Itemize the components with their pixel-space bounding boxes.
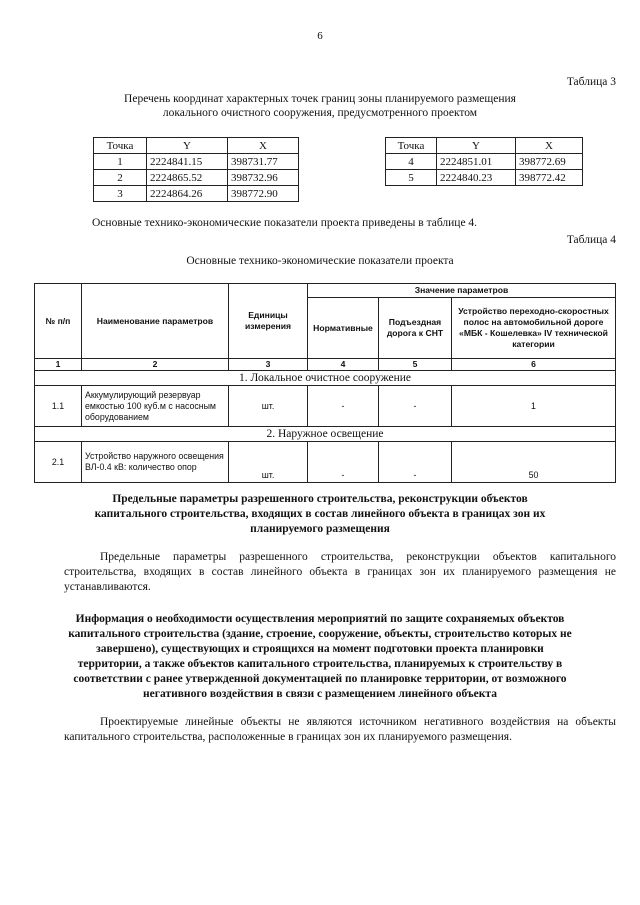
section-title: 2. Наружное освещение — [35, 427, 616, 442]
table3-caption-line1: Перечень координат характерных точек границ зоны планируемого размещения — [124, 93, 516, 105]
cell-y: 2224865.52 — [147, 170, 228, 186]
col-y: Y — [147, 138, 228, 154]
coords-header-row — [386, 138, 583, 154]
header-units: Единицы измерения — [229, 284, 308, 359]
col-number: 3 — [229, 359, 308, 371]
info-heading: Информация о необходимости осуществления мероприятий по защите сохраняемых объектов капитального строительства (здание, строение, сооружение, объекты, строительство которых не завершено), существующих и строящихся на момент подготовки проекта планировки территории, а также объектов капитального строительства, планируемых к строительству в соответствии с ранее утвержденной документацией по планировке территории, от возможного негативного воздействия в связи с размещением линейного объекта — [68, 613, 572, 700]
row-device: 1 — [452, 386, 616, 427]
col-y: Y — [437, 138, 516, 154]
header-normative: Нормативные — [308, 298, 379, 359]
table-row — [94, 186, 299, 202]
table-row — [35, 386, 616, 427]
table-row — [94, 170, 299, 186]
cell-point: 1 — [94, 154, 147, 170]
cell-y: 2224851.01 — [437, 154, 516, 170]
cell-x: 398772.90 — [228, 186, 299, 202]
coords-table-right — [385, 137, 583, 186]
table-row — [386, 154, 583, 170]
table-row — [94, 154, 299, 170]
table4-caption: Основные технико-экономические показатели проекта — [186, 255, 454, 267]
cell-point: 4 — [386, 154, 437, 170]
cell-y: 2224841.15 — [147, 154, 228, 170]
col-number: 2 — [82, 359, 229, 371]
cell-x: 398731.77 — [228, 154, 299, 170]
header-values-group: Значение параметров — [308, 284, 616, 298]
page-number: 6 — [317, 30, 323, 42]
col-number: 5 — [379, 359, 452, 371]
col-point: Точка — [386, 138, 437, 154]
table4-label: Таблица 4 — [566, 234, 616, 246]
section-row — [35, 427, 616, 442]
row-road: - — [379, 386, 452, 427]
row-road: - — [379, 442, 452, 483]
intro-text: Основные технико-экономические показатели проекта приведены в таблице 4. — [92, 217, 478, 229]
cell-x: 398732.96 — [228, 170, 299, 186]
parameters-table — [34, 283, 616, 483]
header-name: Наименование параметров — [82, 284, 229, 359]
table-row — [386, 170, 583, 186]
cell-x: 398772.42 — [516, 170, 583, 186]
row-num: 2.1 — [35, 442, 82, 483]
col-number: 4 — [308, 359, 379, 371]
col-number: 1 — [35, 359, 82, 371]
header-num: № п/п — [35, 284, 82, 359]
col-x: X — [516, 138, 583, 154]
row-num: 1.1 — [35, 386, 82, 427]
coords-header-row — [94, 138, 299, 154]
col-point: Точка — [94, 138, 147, 154]
limits-text: Предельные параметры разрешенного строительства, реконструкции объектов капитального строительства, входящих в состав линейного объекта в границах зон их планируемого размещения не устанавливаются. — [64, 551, 616, 593]
table3-caption-line2: локального очистного сооружения, предусмотренного проектом — [162, 107, 478, 119]
cell-x: 398772.69 — [516, 154, 583, 170]
cell-point: 3 — [94, 186, 147, 202]
col-x: X — [228, 138, 299, 154]
cell-point: 5 — [386, 170, 437, 186]
table3-label: Таблица 3 — [566, 76, 616, 88]
row-name: Устройство наружного освещения ВЛ-0.4 кВ: количество опор — [82, 442, 229, 483]
column-numbers-row — [35, 359, 616, 371]
table3-caption — [60, 92, 580, 120]
row-units: шт. — [229, 442, 308, 483]
info-text: Проектируемые линейные объекты не являются источником негативного воздействия на объекты капитального строительства, расположенные в границах зон их планируемого размещения. — [64, 716, 616, 743]
cell-point: 2 — [94, 170, 147, 186]
header-device: Устройство переходно-скоростных полос на автомобильной дороге «МБК - Кошелевка» IV технической категории — [452, 298, 616, 359]
coords-table-left — [93, 137, 299, 202]
limits-heading: Предельные параметры разрешенного строительства, реконструкции объектов капитального строительства, входящих в состав линейного объекта в границах зон их планируемого размещения — [94, 493, 546, 535]
row-name: Аккумулирующий резервуар емкостью 100 куб.м с насосным оборудованием — [82, 386, 229, 427]
section-row — [35, 371, 616, 386]
table-row — [35, 442, 616, 483]
cell-y: 2224840.23 — [437, 170, 516, 186]
row-normative: - — [308, 442, 379, 483]
row-device: 50 — [452, 442, 616, 483]
section-title: 1. Локальное очистное сооружение — [35, 371, 616, 386]
col-number: 6 — [452, 359, 616, 371]
cell-y: 2224864.26 — [147, 186, 228, 202]
row-units: шт. — [229, 386, 308, 427]
header-row — [35, 284, 616, 298]
header-access-road: Подъездная дорога к СНТ — [379, 298, 452, 359]
row-normative: - — [308, 386, 379, 427]
